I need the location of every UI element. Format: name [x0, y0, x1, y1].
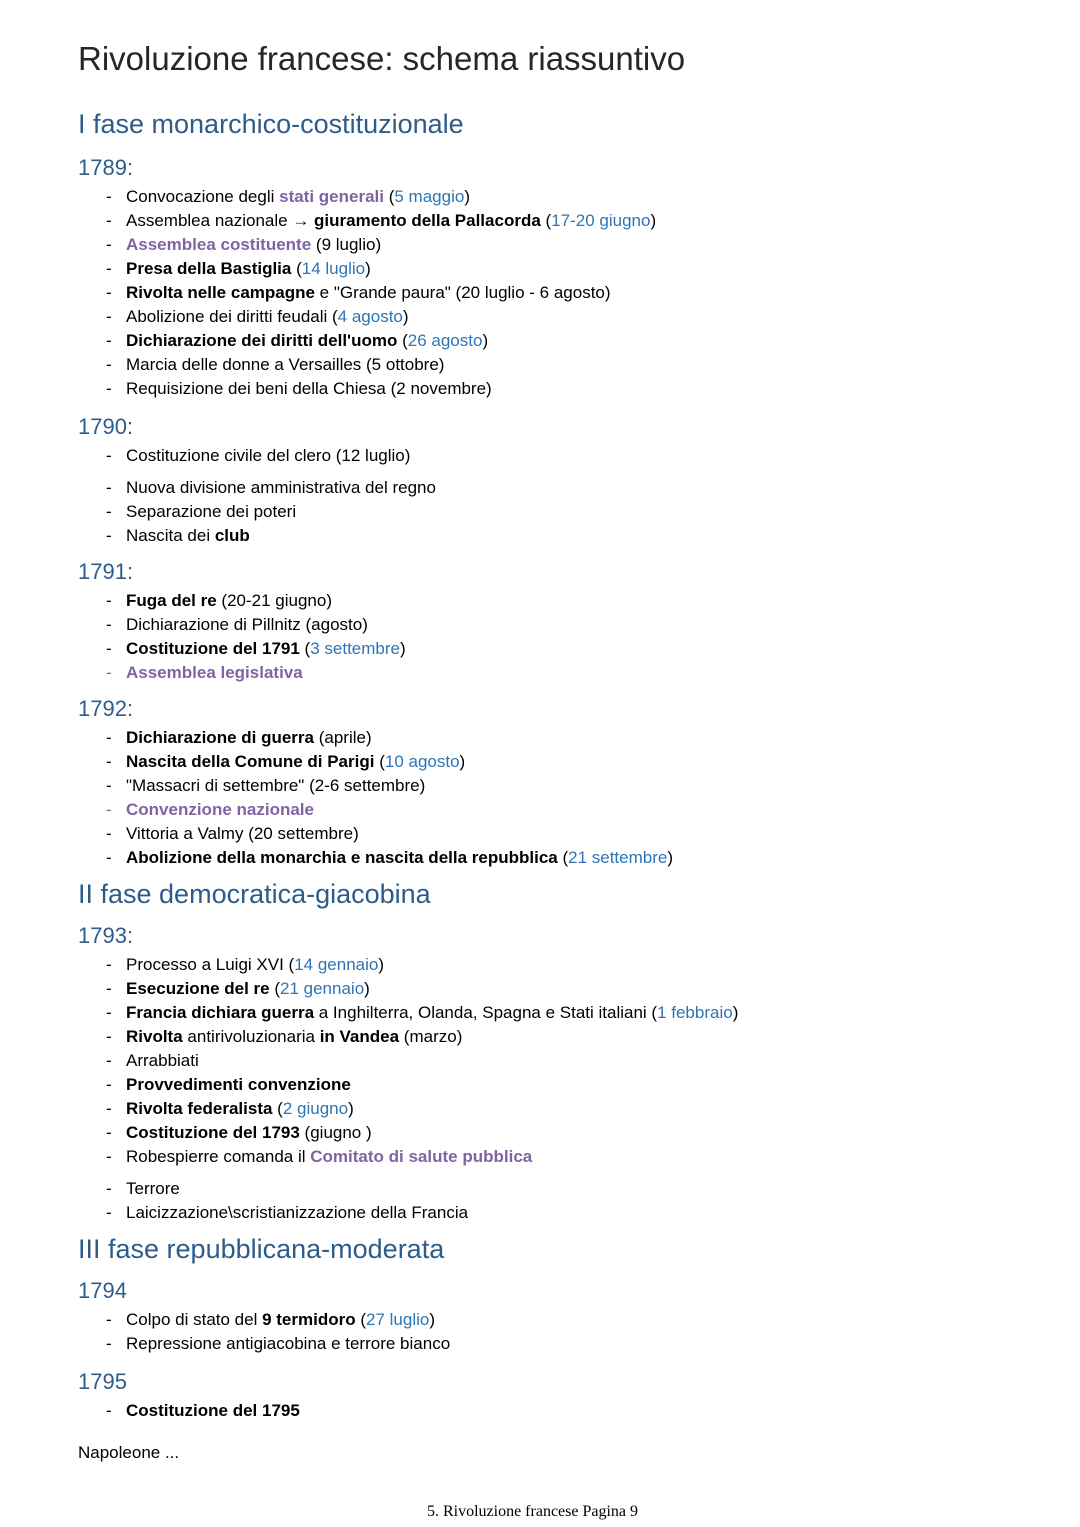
- list-item: - Costituzione civile del clero (12 luglio): [106, 444, 1038, 468]
- list-item: - Abolizione dei diritti feudali (4 agosto): [106, 305, 1038, 329]
- year-1792-heading: 1792:: [78, 696, 134, 721]
- list-item: - Convenzione nazionale: [106, 798, 1038, 822]
- year-1790-list: [106, 444, 1038, 548]
- year-1793-list: [106, 953, 1038, 1225]
- list-item: - Abolizione della monarchia e nascita della repubblica (21 settembre): [106, 846, 1038, 870]
- phase-2-heading: II fase democratica-giacobina: [78, 879, 431, 909]
- year-1791-heading: 1791:: [78, 559, 134, 584]
- page-footer: 5. Rivoluzione francese Pagina 9: [426, 1503, 639, 1520]
- list-item: - Francia dichiara guerra a Inghilterra, Olanda, Spagna e Stati italiani (1 febbraio): [106, 1001, 1038, 1025]
- list-item: - Separazione dei poteri: [106, 500, 1038, 524]
- phase-3-heading: III fase repubblicana-moderata: [78, 1234, 445, 1264]
- year-1795-heading: 1795: [78, 1369, 127, 1394]
- closing-text: Napoleone ...: [78, 1443, 180, 1462]
- list-item: - Costituzione del 1795: [106, 1399, 1038, 1423]
- year-1791-list: [106, 589, 1038, 685]
- list-item: - Marcia delle donne a Versailles (5 ottobre): [106, 353, 1038, 377]
- year-1794-list: [106, 1308, 1038, 1356]
- list-item: - Dichiarazione di guerra (aprile): [106, 726, 1038, 750]
- list-item: - Costituzione del 1791 (3 settembre): [106, 637, 1038, 661]
- list-item: - Colpo di stato del 9 termidoro (27 luglio): [106, 1308, 1038, 1332]
- list-item: - Provvedimenti convenzione: [106, 1073, 1038, 1097]
- list-item: - Requisizione dei beni della Chiesa (2 novembre): [106, 377, 1038, 401]
- list-item: - Vittoria a Valmy (20 settembre): [106, 822, 1038, 846]
- list-item: - Esecuzione del re (21 gennaio): [106, 977, 1038, 1001]
- phase-1-heading: I fase monarchico-costituzionale: [78, 109, 464, 139]
- list-item: - Costituzione del 1793 (giugno ): [106, 1121, 1038, 1145]
- list-item: - Assemblea costituente (9 luglio): [106, 233, 1038, 257]
- list-item: - Nascita della Comune di Parigi (10 agosto): [106, 750, 1038, 774]
- list-item: - Dichiarazione dei diritti dell'uomo (26 agosto): [106, 329, 1038, 353]
- list-item: - Robespierre comanda il Comitato di salute pubblica: [106, 1145, 1038, 1169]
- list-item: - Assemblea legislativa: [106, 661, 1038, 685]
- list-item: - Processo a Luigi XVI (14 gennaio): [106, 953, 1038, 977]
- year-1794-heading: 1794: [78, 1278, 127, 1303]
- list-item: - Rivolta federalista (2 giugno): [106, 1097, 1038, 1121]
- list-item: - Presa della Bastiglia (14 luglio): [106, 257, 1038, 281]
- page-title: Rivoluzione francese: schema riassuntivo: [78, 40, 686, 77]
- list-item: - Nuova divisione amministrativa del regno: [106, 476, 1038, 500]
- year-1790-heading: 1790:: [78, 414, 134, 439]
- year-1795-list: [106, 1399, 1038, 1423]
- year-1789-list: [106, 185, 1038, 401]
- list-item: - "Massacri di settembre" (2-6 settembre): [106, 774, 1038, 798]
- document-page: [78, 30, 1038, 1465]
- list-item: - Laicizzazione\scristianizzazione della Francia: [106, 1201, 1038, 1225]
- list-item: - Fuga del re (20-21 giugno): [106, 589, 1038, 613]
- list-item: - Convocazione degli stati generali (5 maggio): [106, 185, 1038, 209]
- year-1792-list: [106, 726, 1038, 870]
- list-item: - Terrore: [106, 1177, 1038, 1201]
- list-item: - Assemblea nazionale → giuramento della Pallacorda (17-20 giugno): [106, 209, 1038, 233]
- year-1789-heading: 1789:: [78, 155, 134, 180]
- list-item: - Rivolta antirivoluzionaria in Vandea (marzo): [106, 1025, 1038, 1049]
- list-item: - Arrabbiati: [106, 1049, 1038, 1073]
- list-item: - Rivolta nelle campagne e "Grande paura" (20 luglio - 6 agosto): [106, 281, 1038, 305]
- year-1793-heading: 1793:: [78, 923, 134, 948]
- list-item: - Dichiarazione di Pillnitz (agosto): [106, 613, 1038, 637]
- list-item: - Repressione antigiacobina e terrore bianco: [106, 1332, 1038, 1356]
- list-item: - Nascita dei club: [106, 524, 1038, 548]
